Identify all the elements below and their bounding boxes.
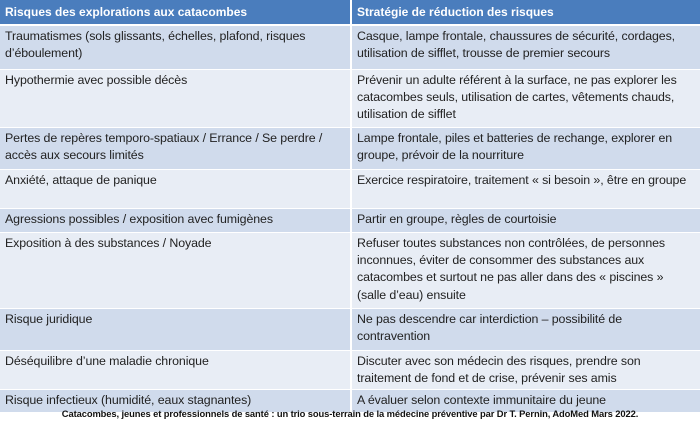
risk-cell: Anxiété, attaque de panique (0, 169, 351, 208)
source-caption: Catacombes, jeunes et professionnels de santé : un trio sous-terrain de la médecine préventive par Dr T. Pernin, AdoMed Mars 2022. (61, 408, 639, 419)
strategy-cell: Exercice respiratoire, traitement « si besoin », être en groupe (351, 169, 700, 208)
risk-cell: Risque infectieux (humidité, eaux stagnantes) (0, 389, 351, 412)
risk-cell: Traumatismes (sols glissants, échelles, plafond, risques d’éboulement) (0, 25, 351, 69)
strategy-cell: Casque, lampe frontale, chaussures de sécurité, cordages, utilisation de sifflet, trousse de premier secours (351, 25, 700, 69)
header-strategy: Stratégie de réduction des risques (351, 0, 700, 25)
strategy-cell: Prévenir un adulte référent à la surface, ne pas explorer les catacombes seuls, utilisation de cartes, vêtements chauds, utilisation de sifflet (351, 69, 700, 127)
table-row (0, 350, 700, 389)
strategy-cell: Ne pas descendre car interdiction – possibilité de contravention (351, 308, 700, 350)
table-row (0, 169, 700, 208)
header-risks: Risques des explorations aux catacombes (0, 0, 351, 25)
risk-cell: Exposition à des substances / Noyade (0, 232, 351, 308)
table-row (0, 25, 700, 69)
risk-cell: Risque juridique (0, 308, 351, 350)
strategy-cell: Lampe frontale, piles et batteries de rechange, explorer en groupe, prévoir de la nourriture (351, 127, 700, 169)
risk-cell: Agressions possibles / exposition avec fumigènes (0, 208, 351, 232)
table-row (0, 232, 700, 308)
table-row (0, 69, 700, 127)
table-row (0, 308, 700, 350)
strategy-cell: Partir en groupe, règles de courtoisie (351, 208, 700, 232)
strategy-cell: Discuter avec son médecin des risques, prendre son traitement de fond et de crise, prévenir ses amis (351, 350, 700, 389)
table-header-row (0, 0, 700, 25)
risk-cell: Déséquilibre d’une maladie chronique (0, 350, 351, 389)
strategy-cell: Refuser toutes substances non contrôlées, de personnes inconnues, éviter de consommer des substances aux catacombes et surtout ne pas aller dans des « piscines » (salle d’eau) ensuite (351, 232, 700, 308)
strategy-cell: A évaluer selon contexte immunitaire du jeune (351, 389, 700, 412)
risk-cell: Pertes de repères temporo-spatiaux / Errance / Se perdre / accès aux secours limités (0, 127, 351, 169)
table-row (0, 208, 700, 232)
table-row (0, 127, 700, 169)
risk-cell: Hypothermie avec possible décès (0, 69, 351, 127)
